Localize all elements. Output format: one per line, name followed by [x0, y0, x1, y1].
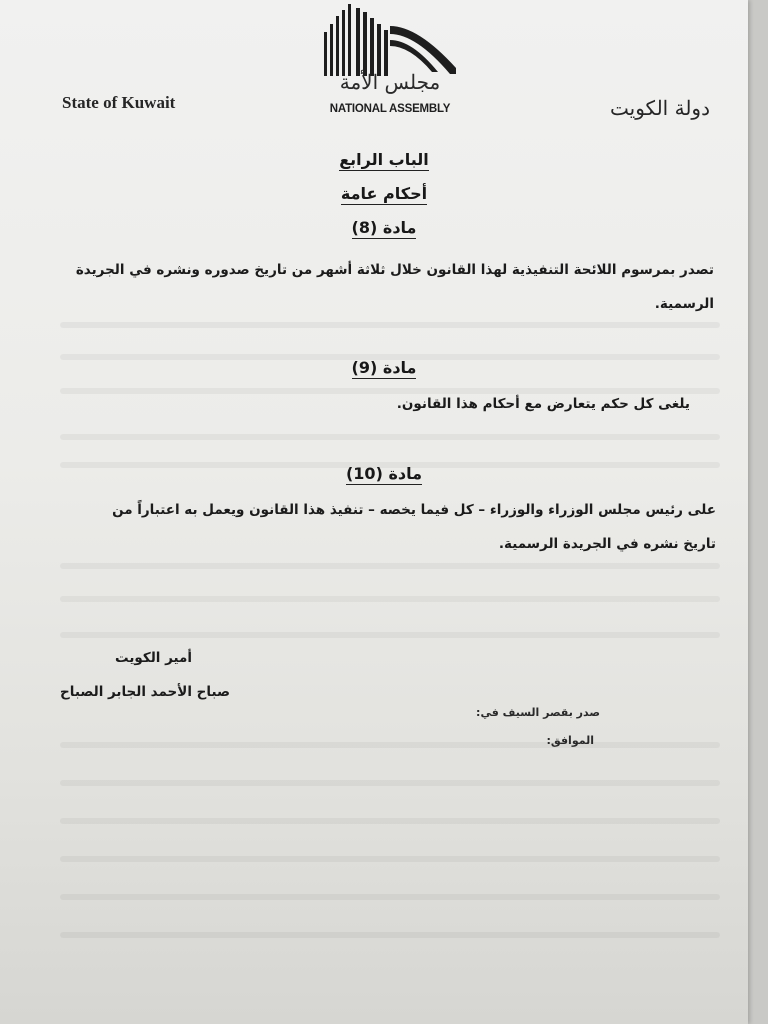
show-through-line [60, 632, 720, 638]
show-through-line [60, 742, 720, 748]
chapter-title [0, 150, 768, 171]
show-through-line [60, 894, 720, 900]
show-through-line [60, 818, 720, 824]
show-through-line [60, 596, 720, 602]
chapter-subtitle-text: أحكام عامة [340, 184, 428, 203]
article-10-heading [0, 464, 768, 485]
signature-name: صباح الأحمد الجابر الصباح [60, 684, 230, 700]
article-9-line-1: يلغى كل حكم يتعارض مع أحكام هذا القانون. [396, 396, 690, 412]
signature-title: أمير الكويت [115, 650, 192, 666]
chapter-subtitle [0, 184, 768, 205]
state-name-arabic: دولة الكويت [610, 96, 710, 120]
article-8-line-2: الرسمية. [654, 296, 714, 312]
show-through-line [60, 563, 720, 569]
article-10-line-1: على رئيس مجلس الوزراء والوزراء – كل فيما يخصه – تنفيذ هذا القانون ويعمل به اعتباراً من [112, 502, 716, 518]
logo-english-text: NATIONAL ASSEMBLY [329, 103, 451, 115]
article-heading-text: مادة (9) [351, 358, 417, 377]
national-assembly-logo-icon [318, 2, 462, 76]
article-8-heading [0, 218, 768, 239]
chapter-title-text: الباب الرابع [339, 150, 429, 169]
article-heading-text: مادة (8) [351, 218, 417, 237]
article-heading-text: مادة (10) [345, 464, 423, 483]
show-through-line [60, 932, 720, 938]
article-9-heading [0, 358, 768, 379]
show-through-line [60, 388, 720, 394]
show-through-line [60, 780, 720, 786]
show-through-line [60, 434, 720, 440]
corresponding-date-label: الموافق: [546, 734, 594, 747]
article-8-line-1: تصدر بمرسوم اللائحة التنفيذية لهذا القانون خلال ثلاثة أشهر من تاريخ صدوره ونشره في الجريدة [75, 262, 714, 278]
show-through-line [60, 322, 720, 328]
state-name-english: State of Kuwait [62, 93, 176, 112]
article-10-line-2: تاريخ نشره في الجريدة الرسمية. [498, 536, 716, 552]
issued-at-label: صدر بقصر السيف في: [476, 706, 600, 719]
logo-arabic-text: مجلس الأمة [339, 70, 441, 94]
show-through-line [60, 856, 720, 862]
